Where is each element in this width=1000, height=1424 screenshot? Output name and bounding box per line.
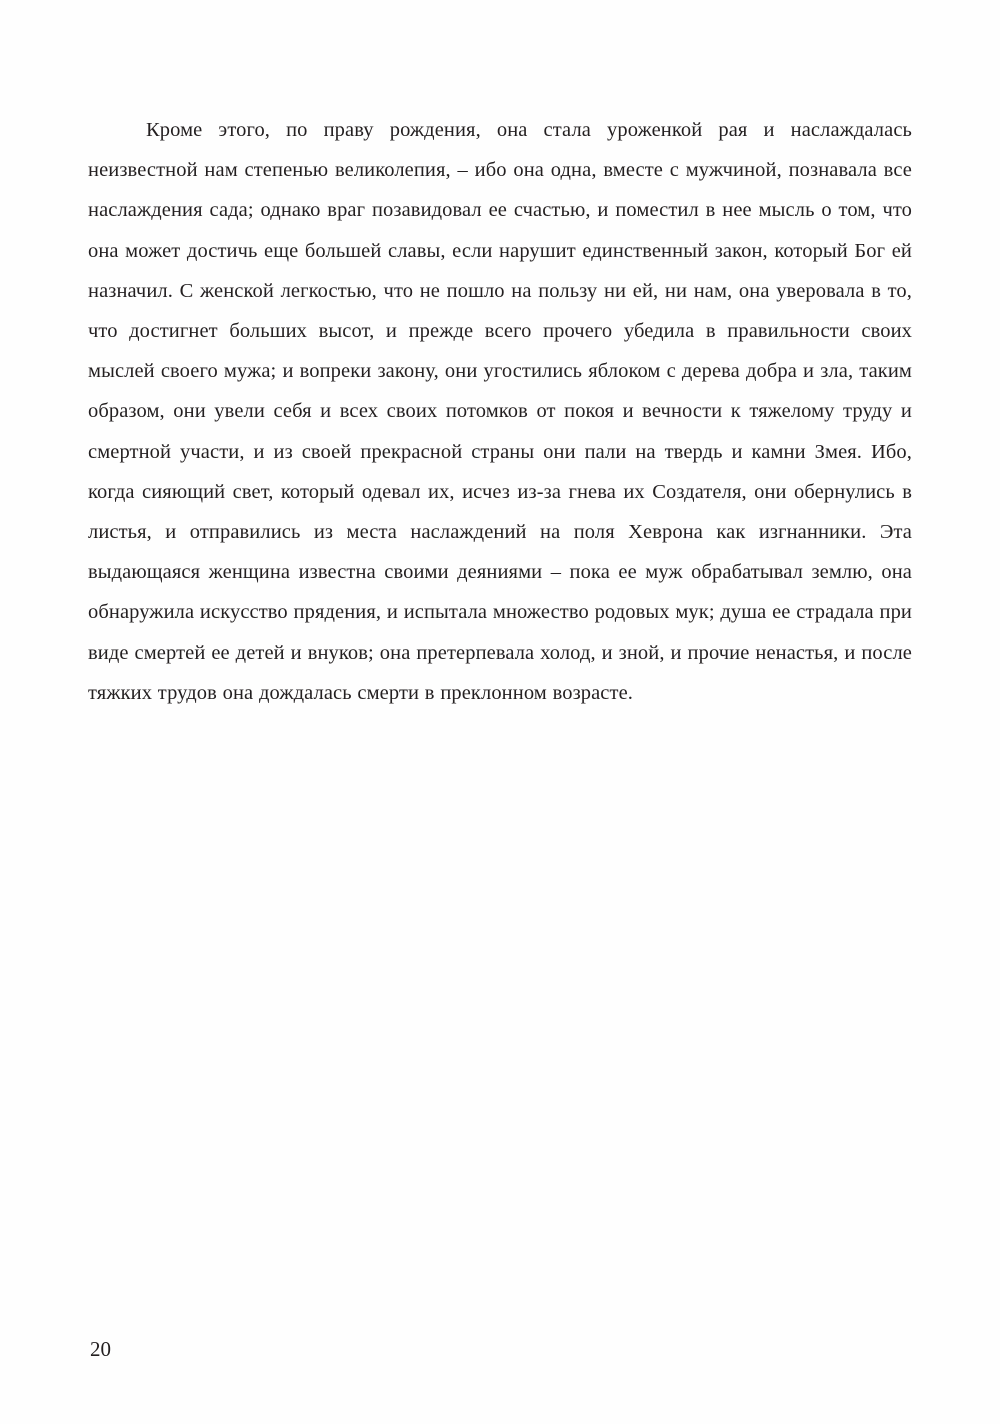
text-column xyxy=(88,110,912,713)
page-number: 20 xyxy=(90,1337,111,1361)
body-paragraph: Кроме этого, по праву рождения, она стала уроженкой рая и наслаждалась неизвестной нам степенью великолепия, – ибо она одна, вместе с мужчиной, познавала все наслаждения сада; однако враг позавидовал ее счастью, и поместил в нее мысль о том, что она может достичь еще большей славы, если нарушит единственный закон, который Бог ей назначил. С женской легкостью, что не пошло на пользу ни ей, ни нам, она уверовала в то, что достигнет больших высот, и прежде всего прочего убедила в правильности своих мыслей своего мужа; и вопреки закону, они угостились яблоком с дерева добра и зла, таким образом, они увели себя и всех своих потомков от покоя и вечности к тяжелому труду и смертной участи, и из своей прекрасной страны они пали на твердь и камни Змея. Ибо, когда сияющий свет, который одевал их, исчез из-за гнева их Создателя, они обернулись в листья, и отправились из места наслаждений на поля Хеврона как изгнанники. Эта выдающаяся женщина известна своими деяниями – пока ее муж обрабатывал землю, она обнаружила искусство прядения, и испытала множество родовых мук; душа ее страдала при виде смертей ее детей и внуков; она претерпевала холод, и зной, и прочие ненастья, и после тяжких трудов она дождалась смерти в преклонном возрасте. xyxy=(88,119,912,704)
